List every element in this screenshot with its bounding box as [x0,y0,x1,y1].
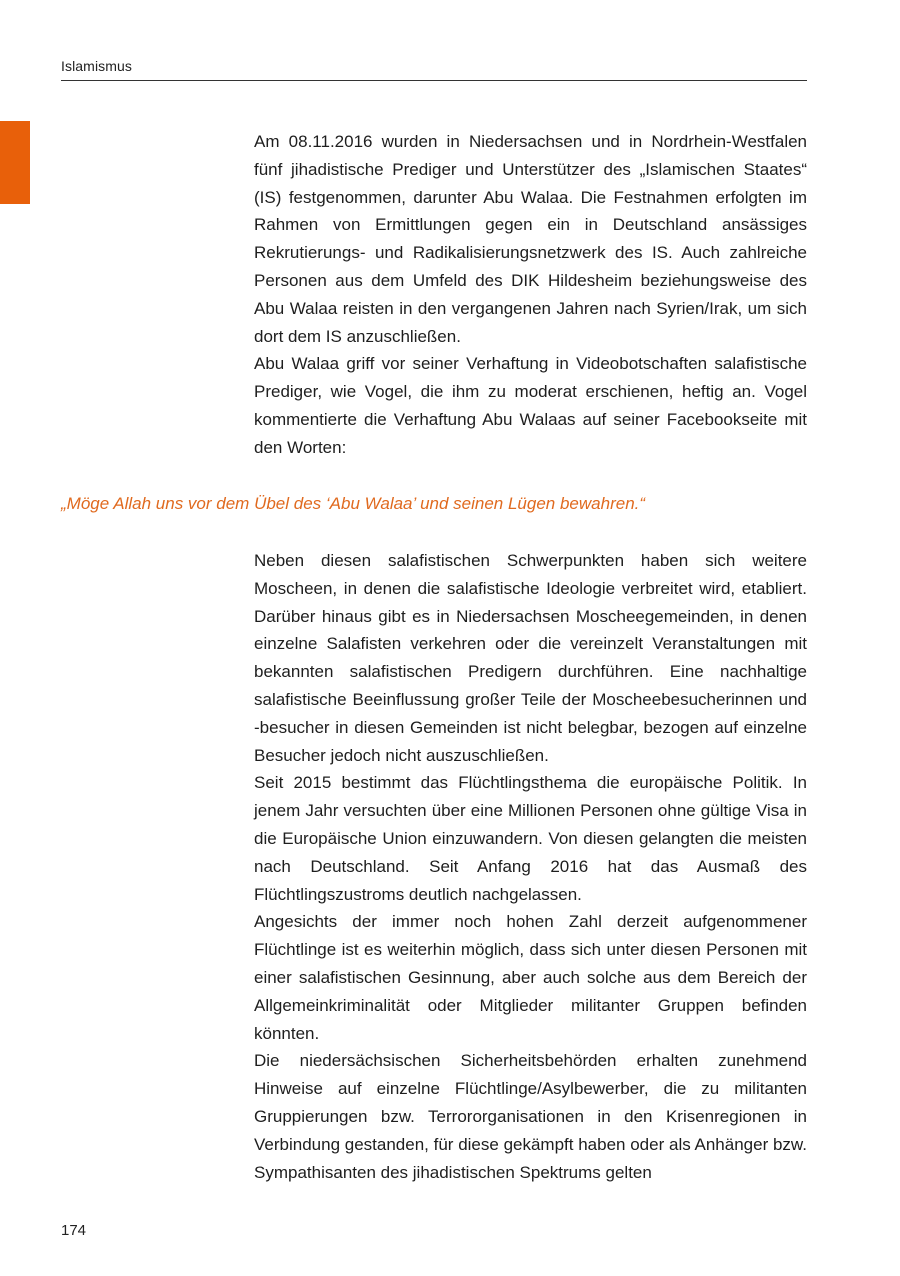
paragraph: Am 08.11.2016 wurden in Niedersachsen und in Nordrhein-Westfalen fünf jihadistische Prediger und Unterstützer des „Islamischen Staates“ (IS) festgenommen, darunter Abu Walaa. Die Festnahmen erfolgten im Rahmen von Ermittlungen gegen ein in Deutschland ansässiges Rekrutierungs- und Radikalisierungsnetzwerk des IS. Auch zahlreiche Personen aus dem Umfeld des DIK Hildesheim beziehungsweise des Abu Walaa reisten in den vergangenen Jahren nach Syrien/Irak, um sich dort dem IS anzuschließen. [254,132,807,346]
paragraph: Die niedersächsischen Sicherheitsbehörden erhalten zunehmend Hinweise auf einzelne Flüchtlinge/Asylbewerber, die zu militanten Gruppierungen bzw. Terrororganisationen in den Krisenregionen in Verbindung gestanden, für diese gekämpft haben oder als Anhänger bzw. Sympathisanten des jihadistischen Spektrums gelten [254,1051,807,1182]
paragraph: Angesichts der immer noch hohen Zahl derzeit aufgenommener Flüchtlinge ist es weiterhin möglich, dass sich unter diesen Personen mit einer salafistischen Gesinnung, aber auch solche aus dem Bereich der Allgemeinkriminalität oder Mitglieder militanter Gruppen befinden könnten. [254,912,807,1043]
pull-quote: „Möge Allah uns vor dem Übel des ‘Abu Walaa’ und seinen Lügen bewahren.“ [61,494,646,513]
header-rule [61,80,807,81]
body-text-block-2 [254,547,807,1186]
paragraph: Abu Walaa griff vor seiner Verhaftung in Videobotschaften salafistische Prediger, wie Vogel, die ihm zu moderat erschienen, heftig an. Vogel kommentierte die Verhaftung Abu Walaas auf seiner Facebookseite mit den Worten: [254,354,807,457]
paragraph: Seit 2015 bestimmt das Flüchtlingsthema die europäische Politik. In jenem Jahr versuchten über eine Millionen Personen ohne gültige Visa in die Europäische Union einzuwandern. Von diesen gelangten die meisten nach Deutschland. Seit Anfang 2016 hat das Ausmaß des Flüchtlingszustroms deutlich nachgelassen. [254,773,807,904]
chapter-side-marker [0,121,30,204]
running-header: Islamismus [61,58,133,74]
body-text-block-1 [254,128,807,462]
paragraph: Neben diesen salafistischen Schwerpunkten haben sich weitere Moscheen, in denen die salafistische Ideologie verbreitet wird, etabliert. Darüber hinaus gibt es in Niedersachsen Moscheegemeinden, in denen einzelne Salafisten verkehren oder die vereinzelt Veranstaltungen mit bekannten salafistischen Predigern durchführen. Eine nachhaltige salafistische Beeinflussung großer Teile der Moscheebesucherinnen und -besucher in diesen Gemeinden ist nicht belegbar, bezogen auf einzelne Besucher jedoch nicht auszuschließen. [254,551,807,765]
page-number: 174 [61,1222,87,1239]
